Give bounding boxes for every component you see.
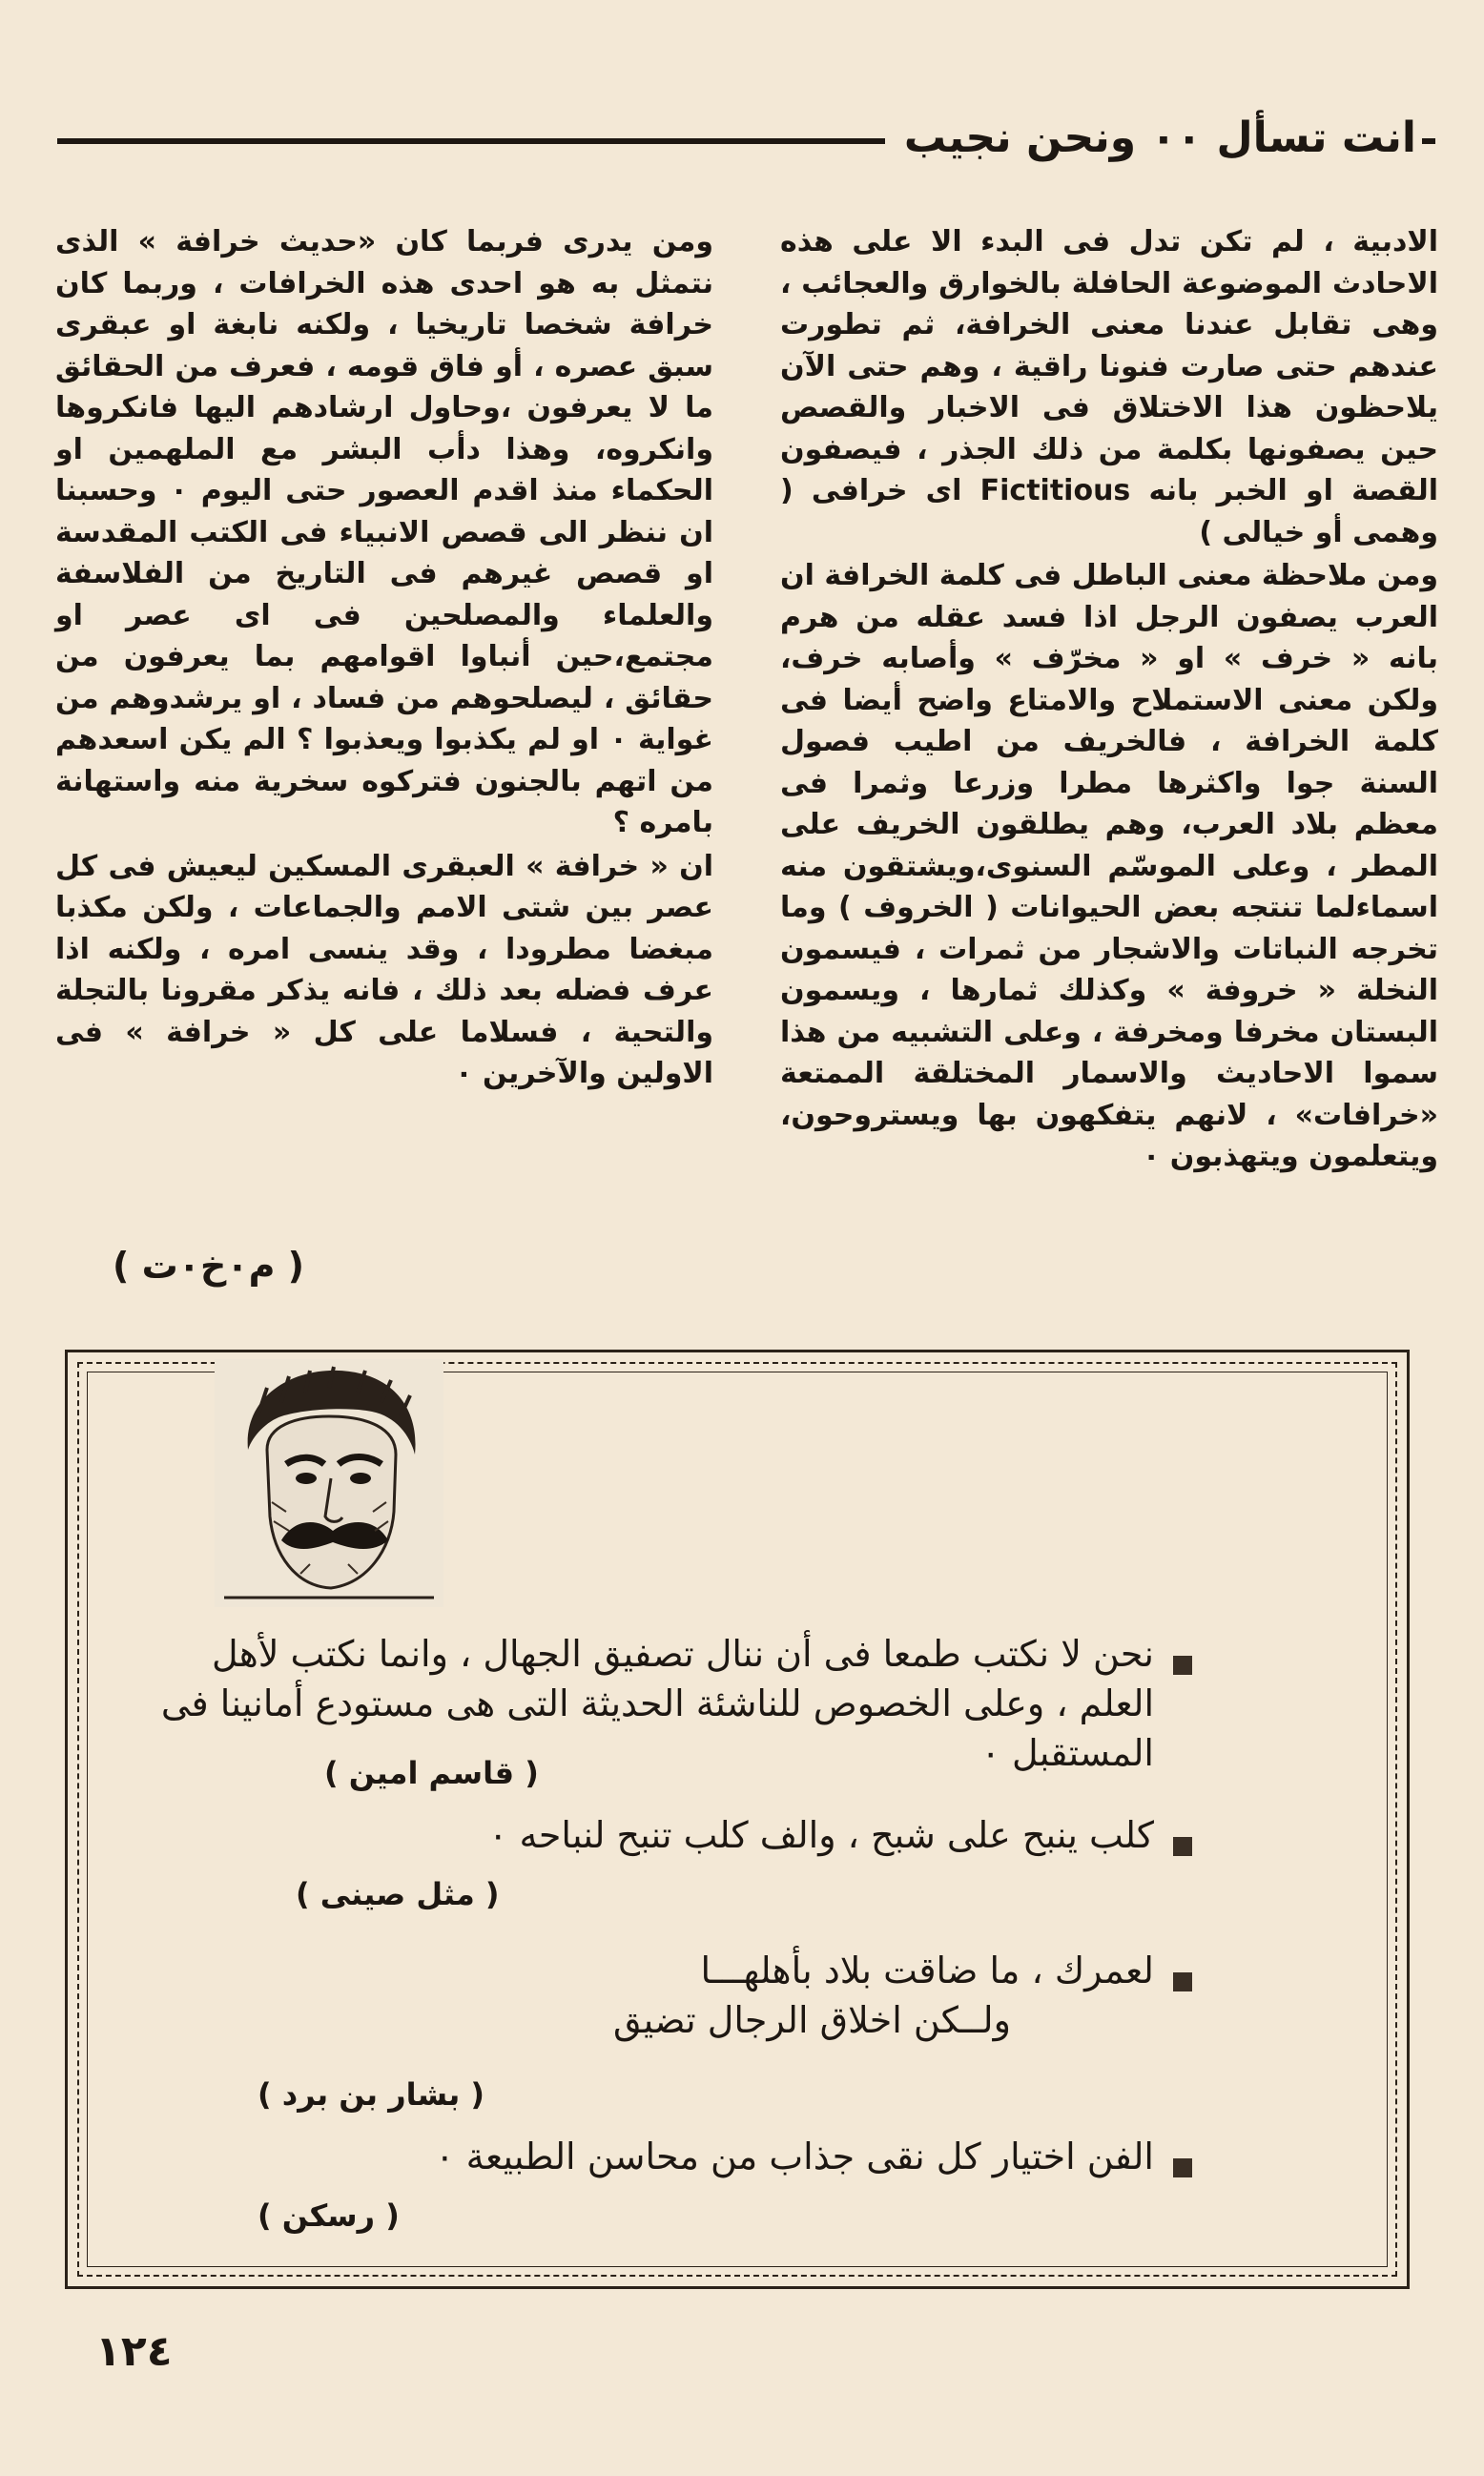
quote-source: ( رسكن ) (258, 2197, 400, 2234)
quote-source: ( مثل صينى ) (296, 1876, 500, 1912)
quote-poem-line: لعمرك ، ما ضاقت بلاد بأهلهـــا (700, 1950, 1154, 1991)
author-portrait-illustration (215, 1359, 443, 1607)
square-bullet-icon (1173, 1837, 1192, 1856)
paragraph: ان « خرافة » العبقرى المسكين ليعيش فى كل عصر بين شتى الامم والجماعات ، ولكن مكذبا مبغضا مطرودا ، وقد ينسى امره ، ولكنه اذا عرف فضله بعد ذلك ، فانه يذكر مقرونا بالتجلة والتحية ، فسلاما على كل « خرافة » فى الاولين والآخرين ٠ (55, 849, 713, 1090)
paragraph: الادبية ، لم تكن تدل فى البدء الا على هذه الاحادث الموضوعة الحافلة بالخوارق والعجائب ، وهى تقابل عندنا معنى الخرافة، ثم تطورت عندهم حتى صارت فنونا راقية ، وهم حتى الآن يلاحظون هذا الاختلاق فى الاخبار والقصص حين يصفونها بكلمة من ذلك الجذر ، فيصفون القصة او الخبر بانه Fictitious اى خرافى ( وهمى أو خيالى ) (780, 225, 1438, 549)
quote-source: ( بشار بن برد ) (258, 2076, 484, 2113)
quote-source: ( قاسم امين ) (324, 1755, 539, 1791)
quote-item (153, 1629, 1154, 1791)
quote-item (153, 1946, 1154, 2113)
quote-item (153, 2132, 1154, 2234)
quote-text: كلب ينبح على شبح ، والف كلب تنبح لنباحه ٠ (488, 1814, 1154, 1856)
square-bullet-icon (1173, 1972, 1192, 1991)
paragraph: ومن ملاحظة معنى الباطل فى كلمة الخرافة ان العرب يصفون الرجل اذا فسد عقله من هرم بانه « خرف » او « مخرّف » وأصابه خرف، ولكن معنى الاستملاح والامتاع واضح أيضا فى كلمة الخرافة ، فالخريف من اطيب فصول السنة جوا واكثرها مطرا وزرعا وثمرا فى معظم بلاد العرب، وهم يطلقون الخريف على المطر ، وعلى الموسّم السنوى،ويشتقون منه اسماءلما تنتجه بعض الحيوانات ( الخروف ) وما تخرجه النباتات والاشجار من ثمرات ، فيسمون النخلة « خروفة » وكذلك ثمارها ، ويسمون البستان مخرفا ومخرفة ، وعلى التشبيه من هذا سموا الاحاديث والاسمار المختلقة الممتعة «خرافات» ، لانهم يتفكهون بها ويستروحون، ويتعلمون ويتهذبون ٠ (780, 559, 1438, 1173)
quote-poem-line: ولــكن اخلاق الرجال تضيق (612, 1999, 1011, 2041)
quote-item (153, 1810, 1154, 1912)
page-header (57, 110, 1435, 167)
header-dash (1422, 138, 1435, 144)
author-signature: ( م٠خ٠ت ) (113, 1245, 305, 1287)
article-right-column (780, 221, 1438, 1180)
header-title: انت تسأل ٠٠ ونحن نجيب (885, 110, 1416, 167)
paragraph: ومن يدرى فربما كان «حديث خرافة » الذى نتمثل به هو احدى هذه الخرافات ، وربما كان خرافة شخصا تاريخيا ، ولكنه نابغة او عبقرى سبق عصره ، أو فاق قومه ، فعرف من الحقائق ما لا يعرفون ،وحاول ارشادهم اليها فانكروها وانكروه، وهذا دأب البشر مع الملهمين او الحكماء منذ اقدم العصور حتى اليوم ٠ وحسبنا ان ننظر الى قصص الانبياء فى الكتب المقدسة او قصص غيرهم فى التاريخ من الفلاسفة والعلماء والمصلحين فى اى عصر او مجتمع،حين أنباوا اقوامهم بما يعرفون من حقائق ، ليصلحوهم من فساد ، او يرشدوهم من غواية ٠ او لم يكذبوا ويعذبوا ؟ الم يكن اسعدهم من اتهم بالجنون فتركوه سخرية منه واستهانة بامره ؟ (55, 225, 713, 839)
square-bullet-icon (1173, 1656, 1192, 1675)
page-number: ١٢٤ (95, 2327, 173, 2376)
square-bullet-icon (1173, 2158, 1192, 2177)
header-rule (57, 138, 978, 144)
quote-text: الفن اختيار كل نقى جذاب من محاسن الطبيعة ٠ (435, 2136, 1154, 2177)
article-left-column (55, 221, 713, 1097)
quote-text: نحن لا نكتب طمعا فى أن ننال تصفيق الجهال ، وانما نكتب لأهل العلم ، وعلى الخصوص للناشئة الحديثة التى هى مستودع أمانينا فى المستقبل ٠ (160, 1633, 1154, 1774)
